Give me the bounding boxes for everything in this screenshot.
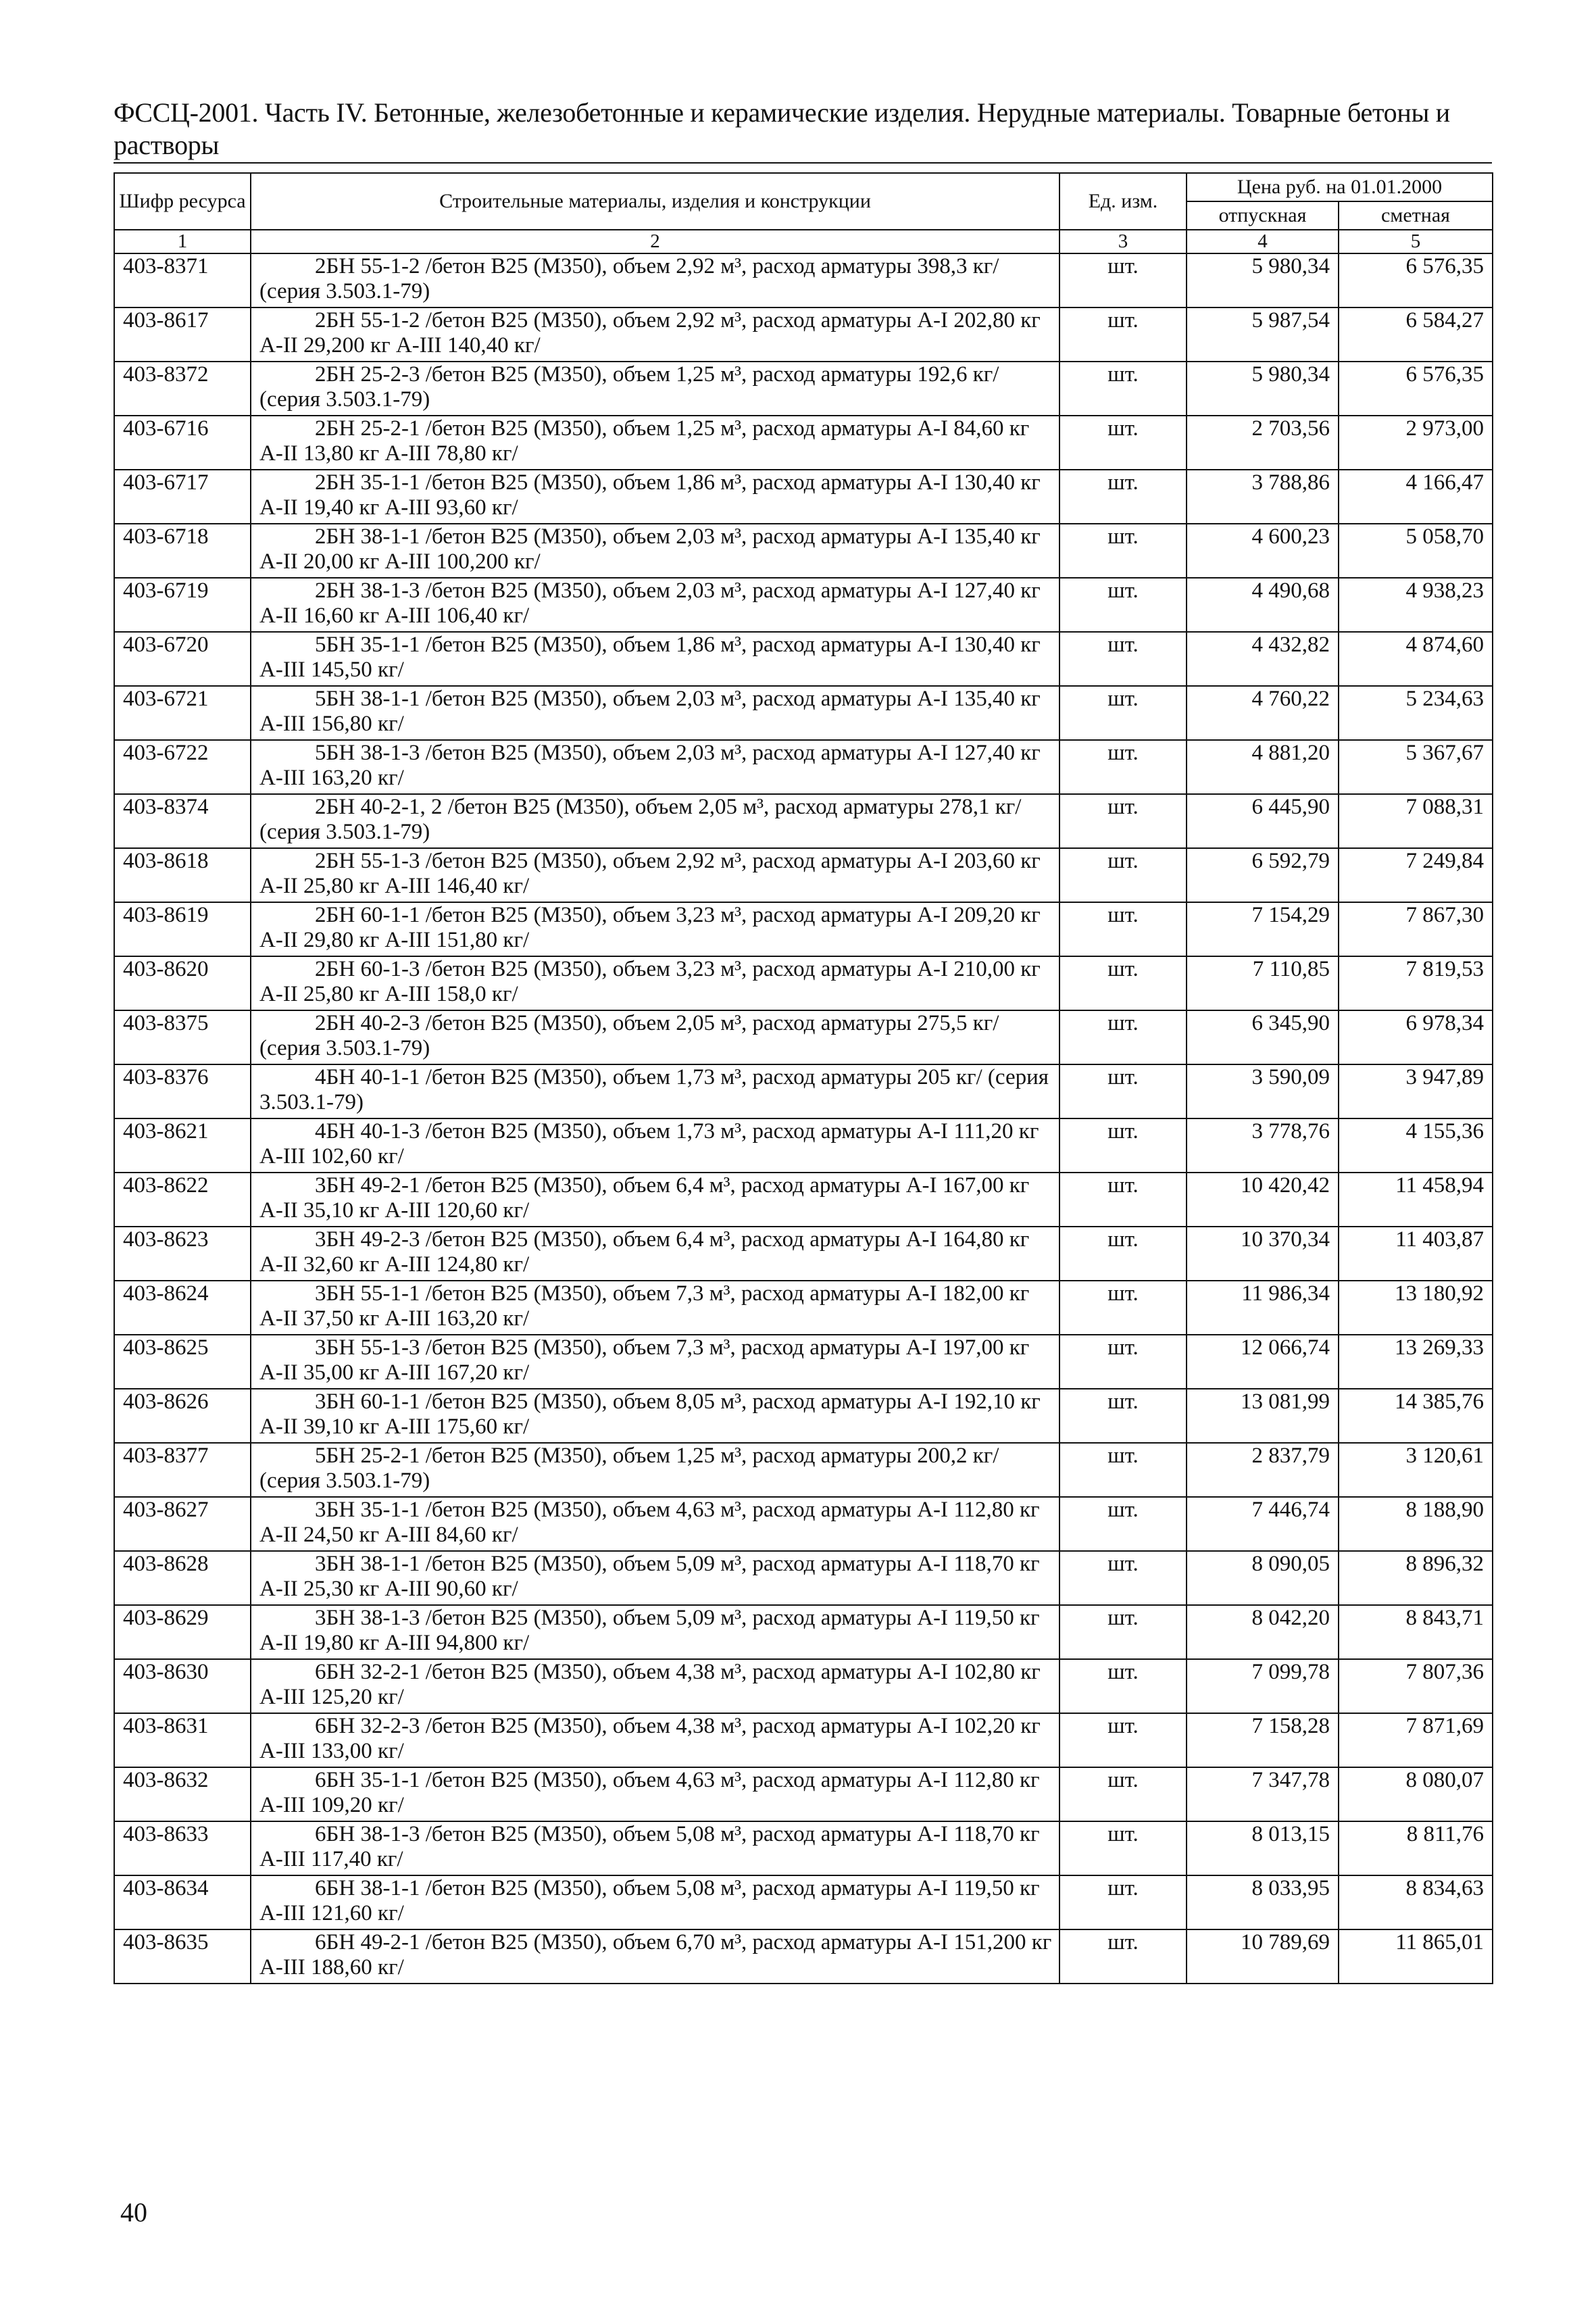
description-cell: 3БН 49-2-1 /бетон В25 (М350), объем 6,4 м³, расход арматуры А-I 167,00 кг А-II 35,10 кг А-III 120,60 кг/ (251, 1173, 1059, 1227)
unit-cell: шт. (1059, 1605, 1187, 1659)
resource-code-cell: 403-8622 (114, 1173, 251, 1227)
table-row (114, 1713, 1493, 1767)
estimate-price-cell: 13 180,92 (1339, 1281, 1493, 1335)
description-cell: 3БН 55-1-3 /бетон В25 (М350), объем 7,3 м³, расход арматуры А-I 197,00 кг А-II 35,00 кг А-III 167,20 кг/ (251, 1335, 1059, 1389)
description-cell: 2БН 38-1-3 /бетон В25 (М350), объем 2,03 м³, расход арматуры А-I 127,40 кг А-II 16,60 кг А-III 106,40 кг/ (251, 578, 1059, 632)
table-row (114, 1767, 1493, 1821)
estimate-price-cell: 11 865,01 (1339, 1929, 1493, 1984)
column-number: 3 (1059, 230, 1187, 253)
description-cell: 6БН 49-2-1 /бетон В25 (М350), объем 6,70 м³, расход арматуры А-I 151,200 кг А-III 188,60 кг/ (251, 1929, 1059, 1984)
column-header-code: Шифр ресурса (114, 173, 251, 230)
release-price-cell: 7 158,28 (1187, 1713, 1339, 1767)
release-price-cell: 7 099,78 (1187, 1659, 1339, 1713)
release-price-cell: 8 013,15 (1187, 1821, 1339, 1875)
description-cell: 2БН 35-1-1 /бетон В25 (М350), объем 1,86 м³, расход арматуры А-I 130,40 кг А-II 19,40 кг А-III 93,60 кг/ (251, 470, 1059, 524)
unit-cell: шт. (1059, 307, 1187, 362)
unit-cell: шт. (1059, 1929, 1187, 1984)
estimate-price-cell: 3 947,89 (1339, 1064, 1493, 1118)
table-row (114, 1497, 1493, 1551)
description-cell: 3БН 60-1-1 /бетон В25 (М350), объем 8,05 м³, расход арматуры А-I 192,10 кг А-II 39,10 кг А-III 175,60 кг/ (251, 1389, 1059, 1443)
release-price-cell: 7 347,78 (1187, 1767, 1339, 1821)
description-cell: 2БН 55-1-3 /бетон В25 (М350), объем 2,92 м³, расход арматуры А-I 203,60 кг А-II 25,80 кг А-III 146,40 кг/ (251, 848, 1059, 902)
table-row (114, 307, 1493, 362)
resource-code-cell: 403-8632 (114, 1767, 251, 1821)
description-cell: 2БН 60-1-3 /бетон В25 (М350), объем 3,23 м³, расход арматуры А-I 210,00 кг А-II 25,80 кг А-III 158,0 кг/ (251, 956, 1059, 1010)
estimate-price-cell: 6 576,35 (1339, 253, 1493, 307)
table-row (114, 1118, 1493, 1173)
unit-cell: шт. (1059, 1713, 1187, 1767)
table-row (114, 686, 1493, 740)
description-cell: 2БН 40-2-3 /бетон В25 (М350), объем 2,05 м³, расход арматуры 275,5 кг/ (серия 3.503.1-79) (251, 1010, 1059, 1064)
column-header-release-price: отпускная (1187, 201, 1339, 230)
release-price-cell: 5 980,34 (1187, 362, 1339, 416)
table-row (114, 1281, 1493, 1335)
description-cell: 5БН 35-1-1 /бетон В25 (М350), объем 1,86 м³, расход арматуры А-I 130,40 кг А-III 145,50 кг/ (251, 632, 1059, 686)
release-price-cell: 7 446,74 (1187, 1497, 1339, 1551)
unit-cell: шт. (1059, 1659, 1187, 1713)
release-price-cell: 6 345,90 (1187, 1010, 1339, 1064)
release-price-cell: 3 778,76 (1187, 1118, 1339, 1173)
table-row (114, 362, 1493, 416)
estimate-price-cell: 14 385,76 (1339, 1389, 1493, 1443)
estimate-price-cell: 8 811,76 (1339, 1821, 1493, 1875)
table-row (114, 848, 1493, 902)
description-cell: 3БН 55-1-1 /бетон В25 (М350), объем 7,3 м³, расход арматуры А-I 182,00 кг А-II 37,50 кг А-III 163,20 кг/ (251, 1281, 1059, 1335)
unit-cell: шт. (1059, 1821, 1187, 1875)
resource-code-cell: 403-8630 (114, 1659, 251, 1713)
unit-cell: шт. (1059, 1064, 1187, 1118)
release-price-cell: 8 042,20 (1187, 1605, 1339, 1659)
resource-code-cell: 403-6716 (114, 416, 251, 470)
unit-cell: шт. (1059, 1551, 1187, 1605)
estimate-price-cell: 8 896,32 (1339, 1551, 1493, 1605)
estimate-price-cell: 4 155,36 (1339, 1118, 1493, 1173)
description-cell: 2БН 40-2-1, 2 /бетон В25 (М350), объем 2,05 м³, расход арматуры 278,1 кг/ (серия 3.503.1-79) (251, 794, 1059, 848)
estimate-price-cell: 7 807,36 (1339, 1659, 1493, 1713)
description-cell: 5БН 25-2-1 /бетон В25 (М350), объем 1,25 м³, расход арматуры 200,2 кг/ (серия 3.503.1-79) (251, 1443, 1059, 1497)
release-price-cell: 4 600,23 (1187, 524, 1339, 578)
unit-cell: шт. (1059, 1767, 1187, 1821)
estimate-price-cell: 11 403,87 (1339, 1227, 1493, 1281)
release-price-cell: 4 760,22 (1187, 686, 1339, 740)
release-price-cell: 6 445,90 (1187, 794, 1339, 848)
table-row (114, 1064, 1493, 1118)
release-price-cell: 10 370,34 (1187, 1227, 1339, 1281)
release-price-cell: 5 980,34 (1187, 253, 1339, 307)
unit-cell: шт. (1059, 902, 1187, 956)
unit-cell: шт. (1059, 416, 1187, 470)
unit-cell: шт. (1059, 253, 1187, 307)
description-cell: 4БН 40-1-3 /бетон В25 (М350), объем 1,73 м³, расход арматуры А-I 111,20 кг А-III 102,60 кг/ (251, 1118, 1059, 1173)
resource-code-cell: 403-8625 (114, 1335, 251, 1389)
table-row (114, 794, 1493, 848)
estimate-price-cell: 13 269,33 (1339, 1335, 1493, 1389)
resource-code-cell: 403-8374 (114, 794, 251, 848)
estimate-price-cell: 7 088,31 (1339, 794, 1493, 848)
unit-cell: шт. (1059, 1281, 1187, 1335)
estimate-price-cell: 7 867,30 (1339, 902, 1493, 956)
table-row (114, 1551, 1493, 1605)
resource-code-cell: 403-8372 (114, 362, 251, 416)
table-row (114, 1929, 1493, 1984)
description-cell: 5БН 38-1-3 /бетон В25 (М350), объем 2,03 м³, расход арматуры А-I 127,40 кг А-III 163,20 кг/ (251, 740, 1059, 794)
estimate-price-cell: 7 249,84 (1339, 848, 1493, 902)
unit-cell: шт. (1059, 1335, 1187, 1389)
description-cell: 3БН 35-1-1 /бетон В25 (М350), объем 4,63 м³, расход арматуры А-I 112,80 кг А-II 24,50 кг А-III 84,60 кг/ (251, 1497, 1059, 1551)
estimate-price-cell: 4 166,47 (1339, 470, 1493, 524)
resource-code-cell: 403-8623 (114, 1227, 251, 1281)
description-cell: 3БН 38-1-3 /бетон В25 (М350), объем 5,09 м³, расход арматуры А-I 119,50 кг А-II 19,80 кг А-III 94,800 кг/ (251, 1605, 1059, 1659)
description-cell: 5БН 38-1-1 /бетон В25 (М350), объем 2,03 м³, расход арматуры А-I 135,40 кг А-III 156,80 кг/ (251, 686, 1059, 740)
resource-code-cell: 403-8618 (114, 848, 251, 902)
resource-code-cell: 403-6718 (114, 524, 251, 578)
table-row (114, 1010, 1493, 1064)
resource-code-cell: 403-6721 (114, 686, 251, 740)
resource-code-cell: 403-8635 (114, 1929, 251, 1984)
table-row (114, 253, 1493, 307)
estimate-price-cell: 4 938,23 (1339, 578, 1493, 632)
resource-code-cell: 403-8626 (114, 1389, 251, 1443)
unit-cell: шт. (1059, 686, 1187, 740)
estimate-price-cell: 5 234,63 (1339, 686, 1493, 740)
estimate-price-cell: 8 080,07 (1339, 1767, 1493, 1821)
resource-code-cell: 403-6722 (114, 740, 251, 794)
release-price-cell: 2 837,79 (1187, 1443, 1339, 1497)
unit-cell: шт. (1059, 956, 1187, 1010)
description-cell: 2БН 60-1-1 /бетон В25 (М350), объем 3,23 м³, расход арматуры А-I 209,20 кг А-II 29,80 кг А-III 151,80 кг/ (251, 902, 1059, 956)
resource-code-cell: 403-8627 (114, 1497, 251, 1551)
release-price-cell: 10 789,69 (1187, 1929, 1339, 1984)
table-row (114, 1443, 1493, 1497)
table-row (114, 740, 1493, 794)
release-price-cell: 4 881,20 (1187, 740, 1339, 794)
resource-code-cell: 403-8377 (114, 1443, 251, 1497)
estimate-price-cell: 8 834,63 (1339, 1875, 1493, 1929)
description-cell: 3БН 38-1-1 /бетон В25 (М350), объем 5,09 м³, расход арматуры А-I 118,70 кг А-II 25,30 кг А-III 90,60 кг/ (251, 1551, 1059, 1605)
estimate-price-cell: 6 978,34 (1339, 1010, 1493, 1064)
estimate-price-cell: 4 874,60 (1339, 632, 1493, 686)
table-row (114, 1605, 1493, 1659)
description-cell: 6БН 32-2-1 /бетон В25 (М350), объем 4,38 м³, расход арматуры А-I 102,80 кг А-III 125,20 кг/ (251, 1659, 1059, 1713)
description-cell: 6БН 35-1-1 /бетон В25 (М350), объем 4,63 м³, расход арматуры А-I 112,80 кг А-III 109,20 кг/ (251, 1767, 1059, 1821)
description-cell: 2БН 25-2-3 /бетон В25 (М350), объем 1,25 м³, расход арматуры 192,6 кг/ (серия 3.503.1-79) (251, 362, 1059, 416)
resource-code-cell: 403-8633 (114, 1821, 251, 1875)
estimate-price-cell: 7 819,53 (1339, 956, 1493, 1010)
unit-cell: шт. (1059, 848, 1187, 902)
table-row (114, 470, 1493, 524)
release-price-cell: 4 490,68 (1187, 578, 1339, 632)
description-cell: 2БН 38-1-1 /бетон В25 (М350), объем 2,03 м³, расход арматуры А-I 135,40 кг А-II 20,00 кг А-III 100,200 кг/ (251, 524, 1059, 578)
resource-code-cell: 403-8375 (114, 1010, 251, 1064)
release-price-cell: 6 592,79 (1187, 848, 1339, 902)
release-price-cell: 2 703,56 (1187, 416, 1339, 470)
resource-code-cell: 403-6717 (114, 470, 251, 524)
column-number: 1 (114, 230, 251, 253)
release-price-cell: 4 432,82 (1187, 632, 1339, 686)
release-price-cell: 5 987,54 (1187, 307, 1339, 362)
resource-code-cell: 403-8619 (114, 902, 251, 956)
release-price-cell: 7 110,85 (1187, 956, 1339, 1010)
unit-cell: шт. (1059, 1173, 1187, 1227)
resource-code-cell: 403-8371 (114, 253, 251, 307)
estimate-price-cell: 6 576,35 (1339, 362, 1493, 416)
release-price-cell: 7 154,29 (1187, 902, 1339, 956)
column-header-price-group: Цена руб. на 01.01.2000 (1187, 173, 1493, 201)
table-row (114, 902, 1493, 956)
table-row (114, 1659, 1493, 1713)
column-number: 5 (1339, 230, 1493, 253)
table-row (114, 416, 1493, 470)
unit-cell: шт. (1059, 1443, 1187, 1497)
estimate-price-cell: 5 367,67 (1339, 740, 1493, 794)
unit-cell: шт. (1059, 470, 1187, 524)
release-price-cell: 12 066,74 (1187, 1335, 1339, 1389)
description-cell: 6БН 38-1-1 /бетон В25 (М350), объем 5,08 м³, расход арматуры А-I 119,50 кг А-III 121,60 кг/ (251, 1875, 1059, 1929)
resource-code-cell: 403-6720 (114, 632, 251, 686)
table-row (114, 578, 1493, 632)
description-cell: 2БН 55-1-2 /бетон В25 (М350), объем 2,92 м³, расход арматуры 398,3 кг/ (серия 3.503.1-79) (251, 253, 1059, 307)
release-price-cell: 8 033,95 (1187, 1875, 1339, 1929)
table-row (114, 632, 1493, 686)
resource-code-cell: 403-8631 (114, 1713, 251, 1767)
column-number: 4 (1187, 230, 1339, 253)
resource-code-cell: 403-8634 (114, 1875, 251, 1929)
release-price-cell: 11 986,34 (1187, 1281, 1339, 1335)
description-cell: 4БН 40-1-1 /бетон В25 (М350), объем 1,73 м³, расход арматуры 205 кг/ (серия 3.503.1-79) (251, 1064, 1059, 1118)
release-price-cell: 3 788,86 (1187, 470, 1339, 524)
price-table (114, 172, 1493, 1984)
unit-cell: шт. (1059, 1389, 1187, 1443)
column-header-description: Строительные материалы, изделия и конструкции (251, 173, 1059, 230)
unit-cell: шт. (1059, 578, 1187, 632)
page-number: 40 (120, 2197, 147, 2227)
table-row (114, 1227, 1493, 1281)
estimate-price-cell: 8 843,71 (1339, 1605, 1493, 1659)
unit-cell: шт. (1059, 1227, 1187, 1281)
release-price-cell: 13 081,99 (1187, 1389, 1339, 1443)
description-cell: 6БН 38-1-3 /бетон В25 (М350), объем 5,08 м³, расход арматуры А-I 118,70 кг А-III 117,40 кг/ (251, 1821, 1059, 1875)
table-row (114, 1335, 1493, 1389)
unit-cell: шт. (1059, 524, 1187, 578)
description-cell: 3БН 49-2-3 /бетон В25 (М350), объем 6,4 м³, расход арматуры А-I 164,80 кг А-II 32,60 кг А-III 124,80 кг/ (251, 1227, 1059, 1281)
resource-code-cell: 403-8620 (114, 956, 251, 1010)
unit-cell: шт. (1059, 1118, 1187, 1173)
resource-code-cell: 403-6719 (114, 578, 251, 632)
unit-cell: шт. (1059, 1497, 1187, 1551)
resource-code-cell: 403-8628 (114, 1551, 251, 1605)
resource-code-cell: 403-8376 (114, 1064, 251, 1118)
release-price-cell: 10 420,42 (1187, 1173, 1339, 1227)
estimate-price-cell: 11 458,94 (1339, 1173, 1493, 1227)
header-divider (114, 162, 1492, 164)
unit-cell: шт. (1059, 794, 1187, 848)
column-header-unit: Ед. изм. (1059, 173, 1187, 230)
release-price-cell: 3 590,09 (1187, 1064, 1339, 1118)
table-row (114, 524, 1493, 578)
estimate-price-cell: 2 973,00 (1339, 416, 1493, 470)
estimate-price-cell: 3 120,61 (1339, 1443, 1493, 1497)
document-header: ФССЦ-2001. Часть IV. Бетонные, железобетонные и керамические изделия. Нерудные материалы. Товарные бетоны и растворы (114, 97, 1450, 160)
estimate-price-cell: 6 584,27 (1339, 307, 1493, 362)
release-price-cell: 8 090,05 (1187, 1551, 1339, 1605)
unit-cell: шт. (1059, 362, 1187, 416)
estimate-price-cell: 5 058,70 (1339, 524, 1493, 578)
table-row (114, 1821, 1493, 1875)
column-number-row (114, 230, 1493, 253)
resource-code-cell: 403-8624 (114, 1281, 251, 1335)
unit-cell: шт. (1059, 632, 1187, 686)
resource-code-cell: 403-8629 (114, 1605, 251, 1659)
description-cell: 2БН 25-2-1 /бетон В25 (М350), объем 1,25 м³, расход арматуры А-I 84,60 кг А-II 13,80 кг А-III 78,80 кг/ (251, 416, 1059, 470)
column-number: 2 (251, 230, 1059, 253)
table-row (114, 1875, 1493, 1929)
resource-code-cell: 403-8617 (114, 307, 251, 362)
unit-cell: шт. (1059, 1010, 1187, 1064)
estimate-price-cell: 7 871,69 (1339, 1713, 1493, 1767)
description-cell: 6БН 32-2-3 /бетон В25 (М350), объем 4,38 м³, расход арматуры А-I 102,20 кг А-III 133,00 кг/ (251, 1713, 1059, 1767)
table-row (114, 1389, 1493, 1443)
unit-cell: шт. (1059, 740, 1187, 794)
estimate-price-cell: 8 188,90 (1339, 1497, 1493, 1551)
description-cell: 2БН 55-1-2 /бетон В25 (М350), объем 2,92 м³, расход арматуры А-I 202,80 кг А-II 29,200 кг А-III 140,40 кг/ (251, 307, 1059, 362)
table-row (114, 1173, 1493, 1227)
table-body (114, 253, 1493, 1984)
unit-cell: шт. (1059, 1875, 1187, 1929)
table-row (114, 956, 1493, 1010)
resource-code-cell: 403-8621 (114, 1118, 251, 1173)
column-header-estimate-price: сметная (1339, 201, 1493, 230)
